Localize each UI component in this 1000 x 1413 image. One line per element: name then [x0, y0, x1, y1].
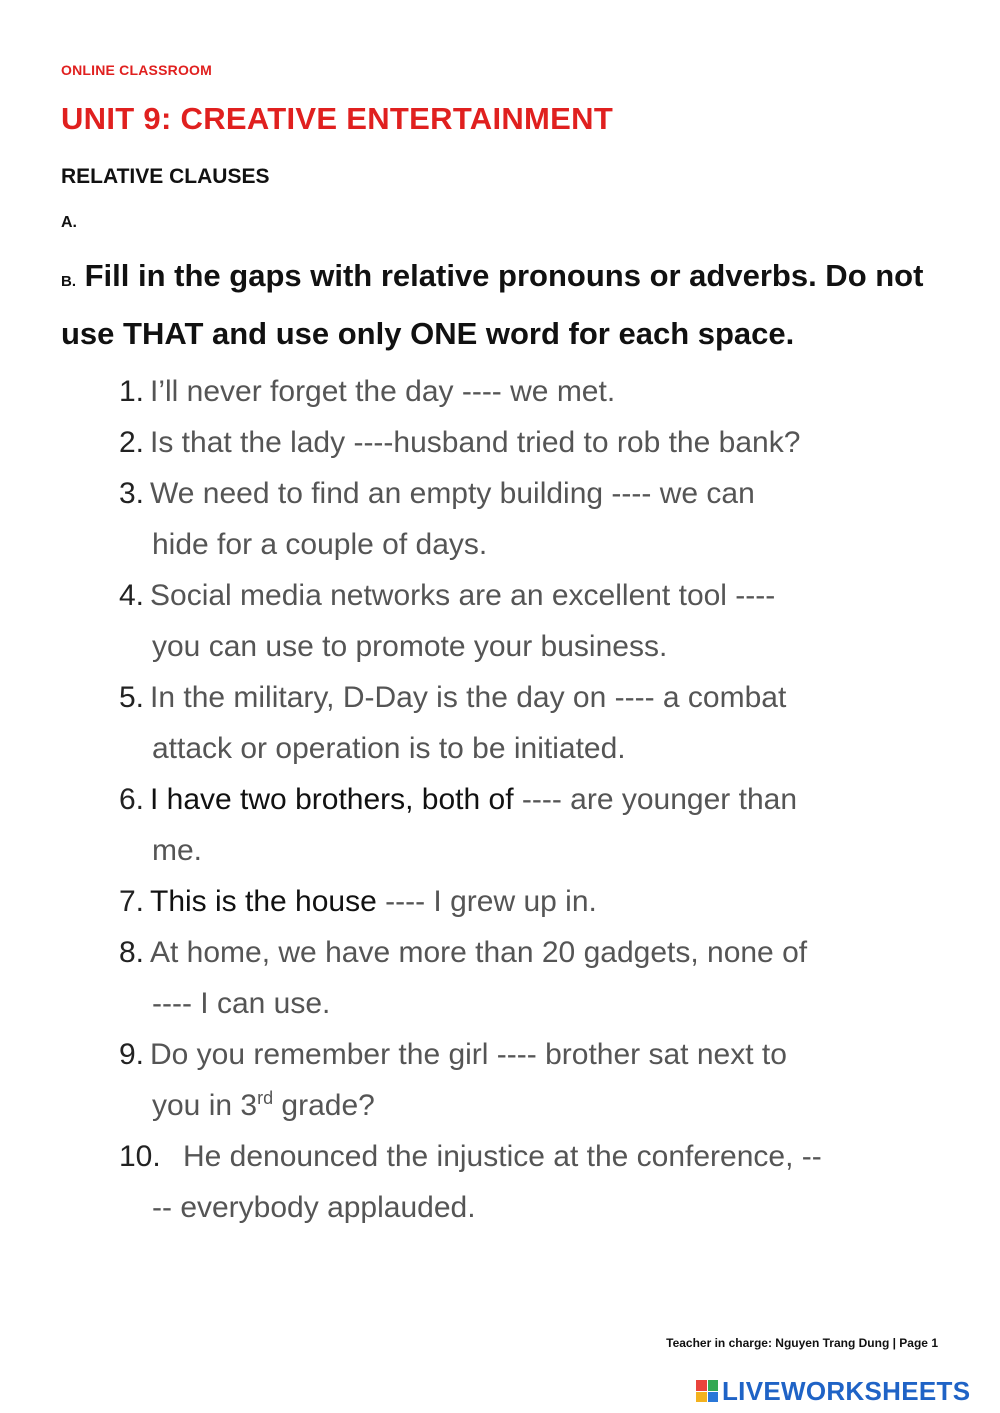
question-number: 1.	[119, 375, 145, 408]
question-text	[150, 366, 940, 417]
question-line-text: hide for a couple of days.	[152, 528, 488, 561]
question-item	[0, 417, 1000, 467]
question-number: 8.	[119, 936, 145, 969]
question-item	[0, 927, 1000, 1028]
question-text	[150, 570, 940, 672]
question-line	[150, 876, 940, 927]
ordinal-superscript: rd	[257, 1088, 274, 1108]
question-text-dark: This is the house	[150, 885, 377, 918]
question-item	[0, 468, 1000, 569]
question-line-text: grade?	[273, 1089, 375, 1122]
instruction-text: Fill in the gaps with relative pronouns or adverbs. Do not use THAT and use only ONE word for each space.	[61, 258, 924, 351]
question-text	[150, 468, 940, 570]
question-line-text: -- everybody applauded.	[152, 1191, 476, 1224]
question-line-text: you can use to promote your business.	[152, 630, 668, 663]
question-line-text: ---- are younger than	[513, 783, 798, 816]
question-line	[150, 774, 940, 825]
question-line	[152, 1080, 940, 1131]
question-line-text: In the military, D-Day is the day on ---- a combat	[150, 681, 787, 714]
question-number: 10.	[119, 1140, 161, 1173]
question-number: 7.	[119, 885, 145, 918]
question-number: 5.	[119, 681, 145, 714]
question-line	[152, 825, 940, 876]
question-item	[0, 876, 1000, 926]
question-line	[152, 723, 940, 774]
liveworksheets-wordmark: LIVEWORKSHEETS	[722, 1376, 971, 1406]
question-line-text: ---- I can use.	[152, 987, 331, 1020]
question-line-text: He denounced the injustice at the conference, --	[183, 1140, 822, 1173]
question-list	[0, 366, 1000, 1233]
question-text-dark: I have two brothers, both of	[150, 783, 514, 816]
question-line	[152, 621, 940, 672]
question-line-text: We need to find an empty building ---- we can	[150, 477, 755, 510]
question-item	[0, 1029, 1000, 1130]
liveworksheets-logo-icon	[696, 1380, 718, 1402]
question-text	[150, 672, 940, 774]
question-line-text: Do you remember the girl ---- brother sat next to	[150, 1038, 787, 1071]
section-b-instruction	[61, 250, 946, 360]
question-line	[150, 1029, 940, 1080]
question-number: 2.	[119, 426, 145, 459]
question-item	[0, 570, 1000, 671]
question-item	[0, 366, 1000, 416]
question-line	[152, 519, 940, 570]
online-classroom-label: ONLINE CLASSROOM	[61, 62, 212, 78]
question-line-text: ---- I grew up in.	[376, 885, 597, 918]
question-line	[150, 570, 940, 621]
question-line	[150, 468, 940, 519]
question-line	[150, 927, 940, 978]
liveworksheets-watermark	[696, 1378, 970, 1404]
question-number: 6.	[119, 783, 145, 816]
question-number: 9.	[119, 1038, 145, 1071]
question-line-text: you in 3	[152, 1089, 258, 1122]
question-line-text: At home, we have more than 20 gadgets, none of	[150, 936, 808, 969]
question-line	[150, 417, 940, 468]
question-text	[150, 927, 940, 1029]
question-text	[150, 774, 940, 876]
question-line-text: attack or operation is to be initiated.	[152, 732, 626, 765]
section-a-label: A.	[61, 214, 77, 231]
question-line-text: Is that the lady ----husband tried to rob the bank?	[150, 426, 801, 459]
unit-title: UNIT 9: CREATIVE ENTERTAINMENT	[61, 101, 614, 136]
question-line-text: me.	[152, 834, 203, 867]
question-line	[150, 366, 940, 417]
question-text	[150, 876, 940, 927]
question-number: 3.	[119, 477, 145, 510]
question-line	[152, 1182, 973, 1233]
question-item	[0, 1131, 1000, 1232]
question-text	[152, 1131, 973, 1233]
question-line	[150, 672, 940, 723]
question-line-text: Social media networks are an excellent tool ----	[150, 579, 776, 612]
question-text	[150, 417, 940, 468]
question-number: 4.	[119, 579, 145, 612]
question-line-text: I’ll never forget the day ---- we met.	[150, 375, 616, 408]
question-text	[150, 1029, 940, 1131]
question-line	[183, 1131, 973, 1182]
page-footer: Teacher in charge: Nguyen Trang Dung | Page 1	[666, 1336, 938, 1350]
question-item	[0, 774, 1000, 875]
section-b-label: B.	[61, 273, 76, 290]
topic-heading: RELATIVE CLAUSES	[61, 165, 270, 188]
question-line	[152, 978, 940, 1029]
question-item	[0, 672, 1000, 773]
